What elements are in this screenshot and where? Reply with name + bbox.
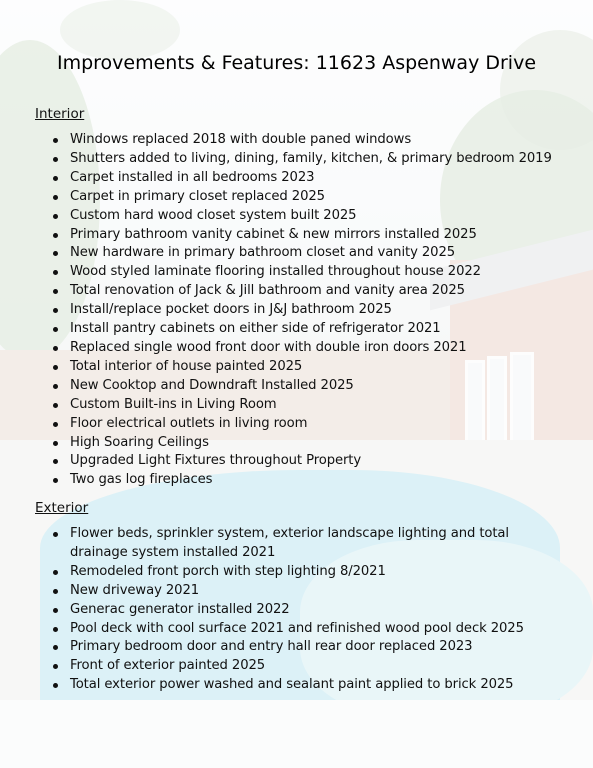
interior-list-item: Carpet installed in all bedrooms 2023 — [0, 169, 593, 188]
interior-list-item: New hardware in primary bathroom closet and vanity 2025 — [0, 244, 593, 263]
exterior-heading: Exterior — [35, 500, 89, 516]
interior-list-item: Shutters added to living, dining, family, kitchen, & primary bedroom 2019 — [0, 150, 593, 169]
exterior-list-item: Pool deck with cool surface 2021 and refinished wood pool deck 2025 — [0, 620, 593, 639]
interior-list-item: Carpet in primary closet replaced 2025 — [0, 188, 593, 207]
interior-list-item: Replaced single wood front door with double iron doors 2021 — [0, 339, 593, 358]
page-title: Improvements & Features: 11623 Aspenway Drive — [56, 52, 537, 74]
exterior-list-item: Generac generator installed 2022 — [0, 601, 593, 620]
exterior-list-item: Primary bedroom door and entry hall rear door replaced 2023 — [0, 638, 593, 657]
interior-list-item: New Cooktop and Downdraft Installed 2025 — [0, 377, 593, 396]
interior-list-item: Total interior of house painted 2025 — [0, 358, 593, 377]
interior-list-item: Wood styled laminate flooring installed throughout house 2022 — [0, 263, 593, 282]
interior-heading: Interior — [35, 106, 85, 122]
exterior-list-item: Front of exterior painted 2025 — [0, 657, 593, 676]
interior-list-item: Custom hard wood closet system built 2025 — [0, 207, 593, 226]
exterior-list-item: Remodeled front porch with step lighting 8/2021 — [0, 563, 593, 582]
exterior-list-item: Flower beds, sprinkler system, exterior landscape lighting and total drainage system installed 2021 — [0, 525, 593, 563]
interior-list — [0, 131, 593, 490]
interior-list-item: High Soaring Ceilings — [0, 434, 593, 453]
exterior-list — [0, 525, 593, 695]
exterior-list-item: New driveway 2021 — [0, 582, 593, 601]
interior-list-item: Install/replace pocket doors in J&J bathroom 2025 — [0, 301, 593, 320]
interior-list-item: Upgraded Light Fixtures throughout Property — [0, 452, 593, 471]
interior-list-item: Install pantry cabinets on either side of refrigerator 2021 — [0, 320, 593, 339]
interior-list-item: Windows replaced 2018 with double paned windows — [0, 131, 593, 150]
interior-list-item: Floor electrical outlets in living room — [0, 415, 593, 434]
interior-list-item: Custom Built-ins in Living Room — [0, 396, 593, 415]
interior-list-item: Primary bathroom vanity cabinet & new mirrors installed 2025 — [0, 226, 593, 245]
interior-list-item: Total renovation of Jack & Jill bathroom and vanity area 2025 — [0, 282, 593, 301]
exterior-list-item: Total exterior power washed and sealant paint applied to brick 2025 — [0, 676, 593, 695]
interior-list-item: Two gas log fireplaces — [0, 471, 593, 490]
